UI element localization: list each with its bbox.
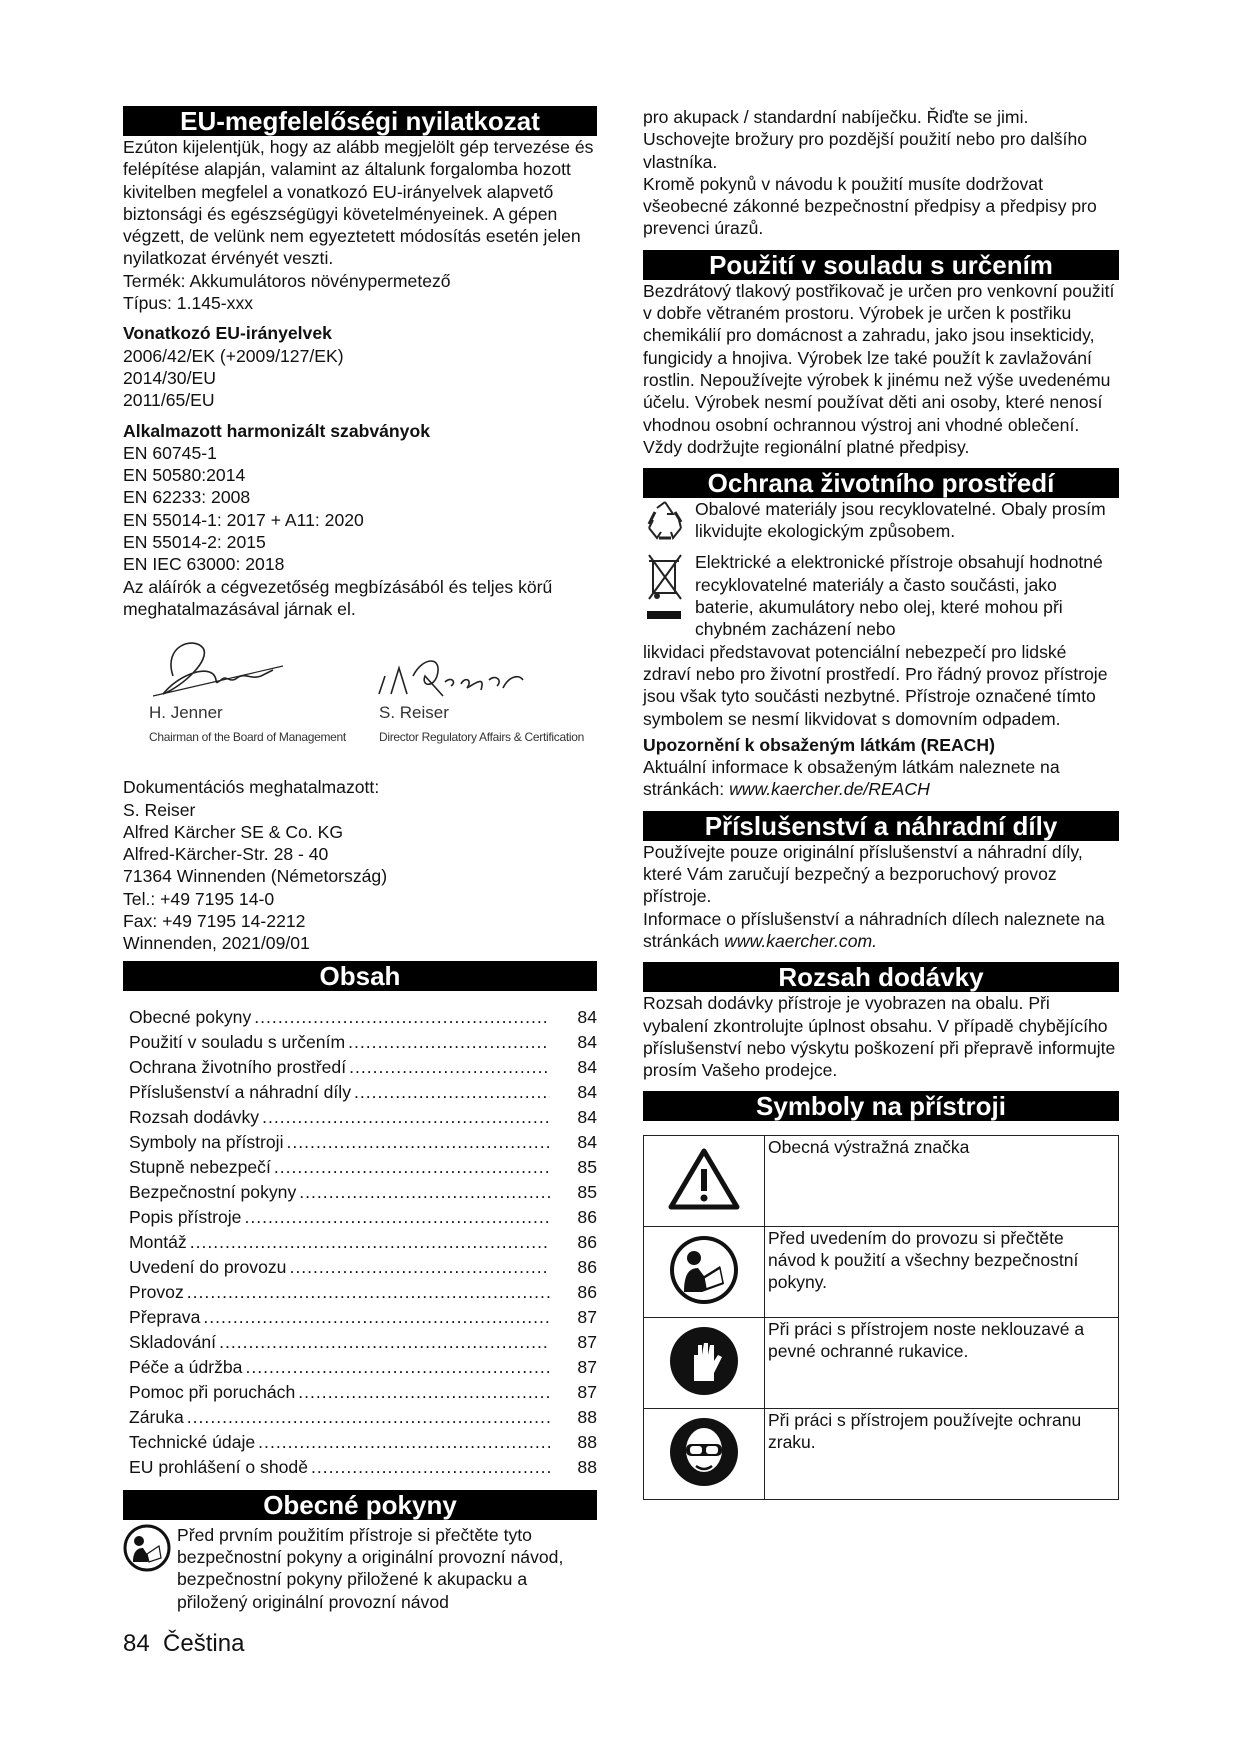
toc-page: 86 — [577, 1231, 597, 1252]
page-footer — [123, 1630, 244, 1658]
toc-page: 87 — [577, 1306, 597, 1327]
environment-text-1: Obalové materiály jsou recyklovatelné. Obaly prosím likvidujte ekologickým způsobem. — [695, 499, 1106, 542]
toc-label: Pomoc při poruchách — [129, 1381, 296, 1402]
toc-label: Přeprava — [129, 1306, 201, 1327]
toc-label: Záruka — [129, 1406, 184, 1427]
signer2-name: S. Reiser — [379, 703, 449, 723]
toc-leader — [298, 1380, 550, 1405]
page-number: 84 — [123, 1630, 150, 1657]
toc-label: Symboly na přístroji — [129, 1131, 284, 1152]
intended-use-heading: Použití v souladu s určením — [643, 250, 1119, 280]
toc-label: Technické údaje — [129, 1431, 256, 1452]
toc-leader — [287, 1130, 551, 1155]
signature-jenner — [133, 636, 293, 706]
toc-label: Rozsah dodávky — [129, 1106, 260, 1127]
toc-page: 87 — [577, 1381, 597, 1402]
toc-page: 86 — [577, 1256, 597, 1277]
toc-page: 86 — [577, 1281, 597, 1302]
continued-text: pro akupack / standardní nabíječku. Řiďte se jimi. Uschovejte brožury pro pozdější použití nebo pro dalšího vlastníka. — [643, 107, 1088, 172]
toc-leader — [289, 1255, 550, 1280]
toc-leader — [349, 1055, 550, 1080]
product-line: Termék: Akkumulátoros növénypermetező — [123, 270, 451, 291]
signature-reiser — [373, 646, 533, 706]
toc-entry[interactable] — [123, 1305, 597, 1330]
standard-item: EN 62233: 2008 — [123, 487, 251, 508]
reach-heading: Upozornění k obsaženým látkám (REACH) — [643, 734, 995, 755]
reach-text-body: Aktuální informace k obsaženým látkám naleznete na stránkách: — [643, 757, 1060, 800]
signer2-role: Director Regulatory Affairs & Certification — [379, 730, 584, 745]
toc-label: EU prohlášení o shodě — [129, 1456, 308, 1477]
accessories-text-2 — [643, 908, 1119, 953]
continued-text-2: Kromě pokynů v návodu k použití musíte dodržovat všeobecné zákonné bezpečnostní předpisy a předpisy pro prevenci úrazů. — [643, 173, 1097, 239]
toc-page: 84 — [577, 1031, 597, 1052]
doc-rep-line: Dokumentációs meghatalmazott: — [123, 777, 380, 798]
standard-item: EN 60745-1 — [123, 442, 217, 463]
signer1-name: H. Jenner — [149, 703, 223, 723]
toc-entry[interactable] — [123, 1430, 597, 1455]
accessories-link[interactable]: www.kaercher.com. — [724, 930, 878, 951]
general-notice — [123, 1524, 597, 1613]
toc-leader — [187, 1405, 550, 1430]
toc-entry[interactable] — [123, 1355, 597, 1380]
toc-entry[interactable] — [123, 1030, 597, 1055]
standard-item: EN 55014-2: 2015 — [123, 532, 266, 553]
toc-leader — [299, 1180, 550, 1205]
toc-page: 85 — [577, 1156, 597, 1177]
toc-leader — [354, 1080, 550, 1105]
toc-leader — [262, 1105, 550, 1130]
toc-page: 88 — [577, 1431, 597, 1452]
toc-page: 84 — [577, 1106, 597, 1127]
toc-leader — [187, 1280, 550, 1305]
crossed-bin-icon — [643, 551, 695, 640]
standard-item: EN 55014-1: 2017 + A11: 2020 — [123, 509, 364, 530]
general-text: Před prvním použitím přístroje si přečtěte tyto bezpečnostní pokyny a originální provozní návod, bezpečnostní pokyny přiložené k akupacku a přiložený originální provozní návod — [177, 1524, 564, 1612]
symbol-description: Obecná výstražná značka — [765, 1136, 1119, 1227]
doc-rep-line: Winnenden, 2021/09/01 — [123, 933, 310, 954]
accessories-heading: Příslušenství a náhradní díly — [643, 811, 1119, 841]
standard-item: EN 50580:2014 — [123, 465, 246, 486]
accessories-text-body: Informace o příslušenství a náhradních dílech naleznete na stránkách — [643, 908, 1105, 951]
signer1-role: Chairman of the Board of Management — [149, 730, 346, 745]
doc-rep-line: S. Reiser — [123, 799, 196, 820]
signature-block — [123, 636, 597, 776]
toc-label: Skladování — [129, 1331, 217, 1352]
toc-entry[interactable] — [123, 1255, 597, 1280]
toc-page: 85 — [577, 1181, 597, 1202]
scope-heading: Rozsah dodávky — [643, 962, 1119, 992]
toc-label: Stupně nebezpečí — [129, 1156, 271, 1177]
toc-entry[interactable] — [123, 1155, 597, 1180]
toc-label: Použití v souladu s určením — [129, 1031, 346, 1052]
symbols-table — [643, 1135, 1119, 1500]
directive-item: 2011/65/EU — [123, 390, 215, 411]
toc-entry[interactable] — [123, 1455, 597, 1480]
doc-rep-line: Fax: +49 7195 14-2212 — [123, 911, 306, 932]
doc-rep-line: 71364 Winnenden (Németország) — [123, 866, 388, 887]
toc-leader — [203, 1305, 550, 1330]
toc-entry[interactable] — [123, 1380, 597, 1405]
toc-page: 87 — [577, 1331, 597, 1352]
toc-page: 84 — [577, 1131, 597, 1152]
doc-rep-line: Alfred Kärcher SE & Co. KG — [123, 821, 344, 842]
symbols-heading: Symboly na přístroji — [643, 1091, 1119, 1121]
footer-language: Čeština — [163, 1630, 245, 1657]
toc-heading: Obsah — [123, 961, 597, 991]
toc-label: Montáž — [129, 1231, 187, 1252]
table-row — [644, 1409, 1119, 1500]
toc-label: Příslušenství a náhradní díly — [129, 1081, 351, 1102]
doc-rep-line: Tel.: +49 7195 14-0 — [123, 888, 275, 909]
eu-declaration-heading: EU-megfelelőségi nyilatkozat — [123, 106, 597, 136]
toc-leader — [254, 1005, 550, 1030]
toc-label: Popis přístroje — [129, 1206, 242, 1227]
toc-entry[interactable] — [123, 1105, 597, 1130]
toc-page: 84 — [577, 1006, 597, 1027]
read-manual-icon — [123, 1524, 177, 1613]
directive-item: 2014/30/EU — [123, 367, 216, 388]
environment-text-2: Elektrické a elektronické přístroje obsahují hodnotné recyklovatelné materiály a často součásti, jako baterie, akumulátory nebo olej, které mohou při chybném zacházení nebo — [695, 552, 1103, 640]
environment-heading: Ochrana životního prostředí — [643, 468, 1119, 498]
type-line: Típus: 1.145-xxx — [123, 293, 254, 314]
toc-entry[interactable] — [123, 1330, 597, 1355]
toc-entry[interactable] — [123, 1230, 597, 1255]
right-column — [643, 106, 1119, 1500]
scope-text: Rozsah dodávky přístroje je vyobrazen na obalu. Při vybalení zkontrolujte úplnost obsahu. V případě chybějícího příslušenství nebo výskytu poškození při přepravě informujte prosím Vašeho prodejce. — [643, 993, 1116, 1081]
toc-leader — [311, 1455, 550, 1480]
toc-entry[interactable] — [123, 1280, 597, 1305]
goggles-icon — [644, 1409, 765, 1500]
reach-link[interactable]: www.kaercher.de/REACH — [729, 779, 930, 800]
warning-triangle-icon — [644, 1136, 765, 1227]
table-row — [644, 1318, 1119, 1409]
table-row — [644, 1136, 1119, 1227]
eu-intro-text: Ezúton kijelentjük, hogy az alább megjelölt gép tervezése és felépítése alapján, valamint az általunk forgalomba hozott kivitelben megfelel a vonatkozó EU-irányelvek alapvető biztonsági és egészségügyi követelményeinek. A gépen végzett, de velünk nem egyeztetett módosítás esetén jelen nyilatkozat érvényét veszti. — [123, 137, 594, 269]
environment-text-3: likvidaci představovat potenciální nebezpečí pro lidské zdraví nebo pro životní prostředí. Pro řádný provoz přístroje jsou však tyto součásti nezbytné. Přístroje označené tímto symbolem se nesmí likvidovat s domovním odpadem. — [643, 641, 1108, 729]
symbol-description: Při práci s přístrojem noste neklouzavé a pevné ochranné rukavice. — [765, 1318, 1119, 1409]
symbol-description: Před uvedením do provozu si přečtěte návod k použití a všechny bezpečnostní pokyny. — [765, 1227, 1119, 1318]
toc-label: Obecné pokyny — [129, 1006, 252, 1027]
toc-entry[interactable] — [123, 1180, 597, 1205]
toc-label: Ochrana životního prostředí — [129, 1056, 347, 1077]
toc-leader — [190, 1230, 550, 1255]
reach-text — [643, 756, 1119, 801]
toc-leader — [219, 1330, 550, 1355]
toc-entry[interactable] — [123, 1130, 597, 1155]
table-of-contents — [123, 1005, 597, 1480]
toc-entry[interactable] — [123, 1080, 597, 1105]
toc-page: 87 — [577, 1356, 597, 1377]
toc-leader — [245, 1355, 550, 1380]
toc-label: Uvedení do provozu — [129, 1256, 287, 1277]
table-row — [644, 1227, 1119, 1318]
read-manual-icon — [644, 1227, 765, 1318]
toc-label: Provoz — [129, 1281, 184, 1302]
gloves-icon — [644, 1318, 765, 1409]
general-heading: Obecné pokyny — [123, 1490, 597, 1520]
directives-heading: Vonatkozó EU-irányelvek — [123, 323, 332, 344]
toc-leader — [244, 1205, 550, 1230]
toc-page: 88 — [577, 1406, 597, 1427]
toc-page: 88 — [577, 1456, 597, 1477]
intended-use-text-2: Vždy dodržujte regionální platné předpisy. — [643, 436, 970, 457]
toc-page: 86 — [577, 1206, 597, 1227]
standard-item: EN IEC 63000: 2018 — [123, 554, 285, 575]
toc-label: Bezpečnostní pokyny — [129, 1181, 297, 1202]
environment-recycling — [643, 498, 1119, 547]
toc-leader — [348, 1030, 550, 1055]
accessories-text: Používejte pouze originální příslušenství a náhradní díly, které Vám zaručují bezpečný a bezporuchový provoz přístroje. — [643, 841, 1083, 907]
intended-use-text: Bezdrátový tlakový postřikovač je určen pro venkovní použití v dobře větraném prostoru. Výrobek je určen k postřiku chemikálií pro domácnost a zahradu, jako jsou insekticidy, fungicidy a hnojiva. Výrobek lze také použít k zavlažování rostlin. Nepoužívejte výrobek k jinému než výše uvedenému účelu. Výrobek nesmí používat děti ani osoby, které nenosí vhodnou osobní ochrannou výstroj ani vhodné oblečení. — [643, 280, 1115, 435]
toc-entry[interactable] — [123, 1055, 597, 1080]
standards-heading: Alkalmazott harmonizált szabványok — [123, 420, 430, 441]
symbol-description: Při práci s přístrojem používejte ochranu zraku. — [765, 1409, 1119, 1500]
toc-page: 84 — [577, 1081, 597, 1102]
toc-leader — [258, 1430, 550, 1455]
environment-weee — [643, 551, 1119, 640]
toc-entry[interactable] — [123, 1205, 597, 1230]
toc-leader — [274, 1155, 550, 1180]
toc-label: Péče a údržba — [129, 1356, 243, 1377]
left-column — [123, 106, 597, 1613]
signatories-note: Az aláírók a cégvezetőség megbízásából és teljes körű meghatalmazásával járnak el. — [123, 576, 553, 619]
toc-entry[interactable] — [123, 1005, 597, 1030]
toc-entry[interactable] — [123, 1405, 597, 1430]
doc-rep-line: Alfred-Kärcher-Str. 28 - 40 — [123, 844, 329, 865]
directive-item: 2006/42/EK (+2009/127/EK) — [123, 345, 344, 366]
toc-page: 84 — [577, 1056, 597, 1077]
recycling-icon — [643, 498, 695, 547]
